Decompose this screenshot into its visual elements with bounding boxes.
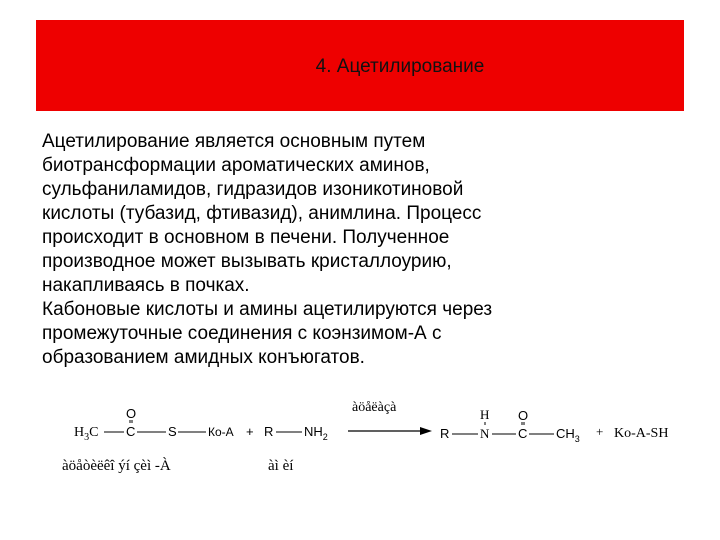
carbonyl-oxygen: O	[126, 406, 137, 421]
reactant1-caption: àöåòèëêî ýí çèì -À	[62, 458, 171, 474]
text-line: сульфаниламидов, гидразидов изоникотиновой	[42, 179, 464, 200]
paragraph-2	[42, 298, 682, 370]
text-line: промежуточные соединения с коэнзимом-А с	[42, 323, 442, 344]
slide-body	[42, 130, 682, 370]
text-line: происходит в основном в печени. Полученное	[42, 227, 450, 248]
carbonyl-carbon: C	[126, 424, 136, 439]
product-r-group: R	[440, 426, 450, 441]
text-line: накапливаясь в почках.	[42, 275, 250, 296]
methyl-group: $CH_3$	[556, 426, 580, 444]
title-bar	[36, 20, 684, 111]
coa-label: Ко-А	[208, 425, 234, 439]
product-carbonyl-carbon: C	[518, 426, 528, 441]
coa-sh-label: Ko-A-SH	[614, 426, 669, 441]
paragraph-1	[42, 130, 682, 298]
sulfur-atom: S	[168, 424, 177, 439]
text-line: Кабоновые кислоты и амины ацетилируются через	[42, 299, 493, 320]
product-carbonyl-oxygen: O	[518, 408, 529, 423]
text-line: производное может вызывать кристаллоурию,	[42, 251, 452, 272]
text-line: образованием амидных конъюгатов.	[42, 347, 365, 368]
product-nitrogen: N	[480, 426, 490, 441]
text-line: кислоты (тубазид, фтивазид), анимлина. Процесс	[42, 203, 482, 224]
text-line: Ацетилирование является основным путем	[42, 131, 426, 152]
arrow-head	[420, 427, 432, 435]
r-group: R	[264, 424, 274, 439]
h3c-label: $H_3C$	[74, 425, 99, 443]
enzyme-label: àöåëàçà	[352, 400, 397, 415]
plus-sign: +	[596, 424, 604, 439]
reactant2-caption: àì èí	[268, 458, 294, 474]
amine-group: $NH_2$	[304, 424, 328, 442]
text-line: биотрансформации ароматических аминов,	[42, 155, 430, 176]
product-hydrogen: H	[480, 407, 490, 422]
reaction-scheme	[60, 395, 700, 485]
plus-sign: +	[246, 424, 254, 439]
slide-title: 4. Ацетилирование	[315, 56, 485, 77]
